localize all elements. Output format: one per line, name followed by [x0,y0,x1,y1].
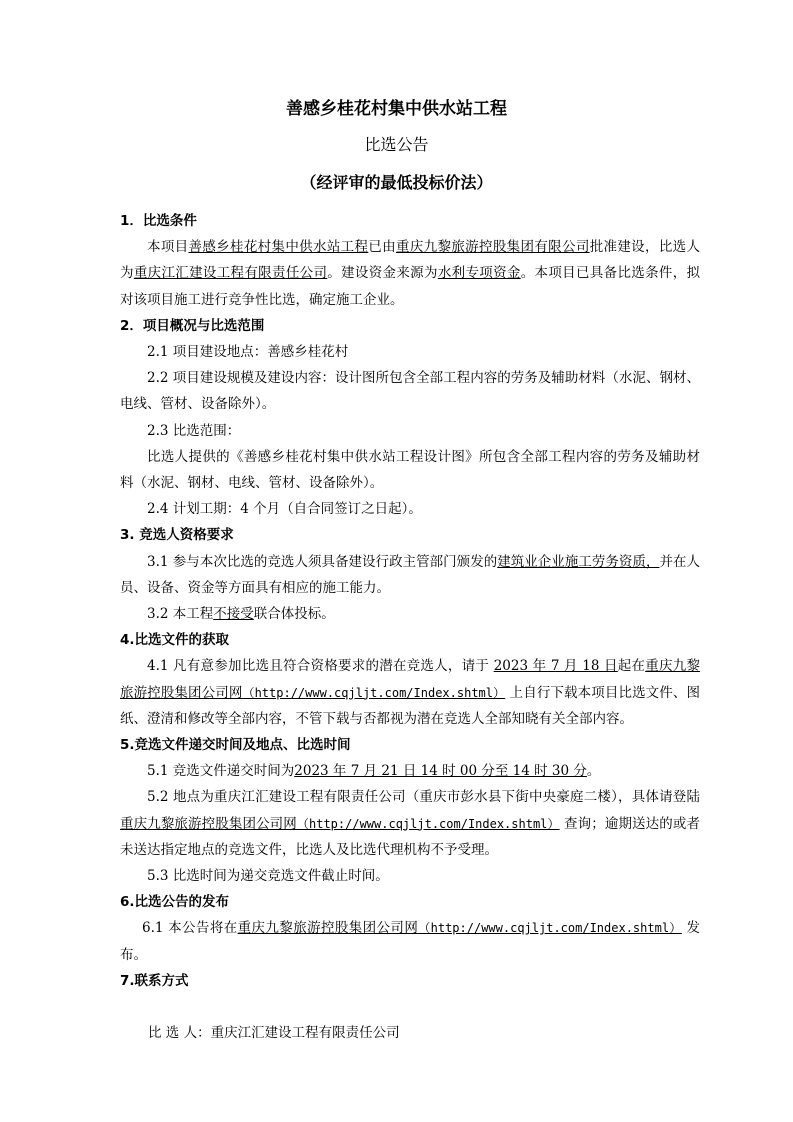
section-2-4: 2.4 计划工期：4 个月（自合同签订之日起）。 [147,501,422,518]
section-2-2: 2.2 项目建设规模及建设内容：设计图所包含全部工程内容的劳务及辅助材料（水泥、钢材、电线、管材、设备除外）。 [120,370,700,413]
section-1-paragraph: 本项目善感乡桂花村集中供水站工程已由重庆九黎旅游控股集团有限公司批准建设，比选人为重庆江汇建设工程有限责任公司。建设资金来源为水利专项资金。本项目已具备比选条件，拟对该项目施工进行竞争性比选，确定施工企业。 [120,239,701,308]
section-2-heading: 2．项目概况与比选范围 [120,317,265,334]
section-7-heading: 7.联系方式 [120,972,189,989]
document-subtitle: 比选公告 [364,135,429,154]
website-link[interactable]: 重庆九黎旅游控股集团公司网（http://www.cqjljt.com/Index.shtml） [120,815,560,832]
section-6-1: 6.1 本公告将在重庆九黎旅游控股集团公司网（http://www.cqjljt.com/Index.shtml） 发布。 [120,920,701,963]
document-title: 善感乡桂花村集中供水站工程 [286,99,507,119]
section-2-1: 2.1 项目建设地点：善感乡桂花村 [147,344,349,361]
contact-bidder: 比 选 人：重庆江汇建设工程有限责任公司 [148,1025,400,1042]
section-6-heading: 6.比选公告的发布 [120,894,230,911]
section-5-1: 5.1 竞选文件递交时间为2023 年 7 月 21 日 14 时 00 分至 14 时 30 分。 [147,763,601,780]
section-3-1: 3.1 参与本次比选的竞选人须具备建设行政主管部门颁发的建筑业企业施工劳务资质，并在人员、设备、资金等方面具有相应的施工能力。 [120,553,701,596]
section-4-heading: 4.比选文件的获取 [120,632,230,649]
website-link[interactable]: 重庆九黎旅游控股集团公司网（http://www.cqjljt.com/Index.shtml） [120,658,701,701]
section-3-2: 3.2 本工程不接受联合体投标。 [147,606,335,623]
section-4-1: 4.1 凡有意参加比选且符合资格要求的潜在竞选人，请于 2023 年 7 月 18 日起在重庆九黎旅游控股集团公司网（http://www.cqjljt.com/Index.shtml） 上自行下载本项目比选文件、图纸、澄清和修改等全部内容，不管下载与否都视为潜在竞选人全部知晓有关全部内容。 [120,658,701,727]
section-5-heading: 5.竞选文件递交时间及地点、比选时间 [120,737,351,754]
evaluation-method: （经评审的最低投标价法） [300,173,493,192]
document-body [120,208,700,1046]
section-1-heading: 1．比选条件 [120,213,197,229]
section-5-2: 5.2 地点为重庆江汇建设工程有限责任公司（重庆市彭水县下街中央豪庭二楼），具体请登陆重庆九黎旅游控股集团公司网（http://www.cqjljt.com/Index.shtml） 查询；逾期送达的或者未送达指定地点的竞选文件，比选人及比选代理机构不予受理。 [120,789,700,858]
section-2-3-content: 比选人提供的《善感乡桂花村集中供水站工程设计图》所包含全部工程内容的劳务及辅助材料（水泥、钢材、电线、管材、设备除外）。 [120,448,700,492]
section-5-3: 5.3 比选时间为递交竞选文件截止时间。 [147,868,389,885]
website-link[interactable]: 重庆九黎旅游控股集团公司网（http://www.cqjljt.com/Index.shtml） [237,920,682,937]
section-2-3: 2.3 比选范围： [147,422,241,439]
section-3-heading: 3. 竞选人资格要求 [120,527,234,544]
